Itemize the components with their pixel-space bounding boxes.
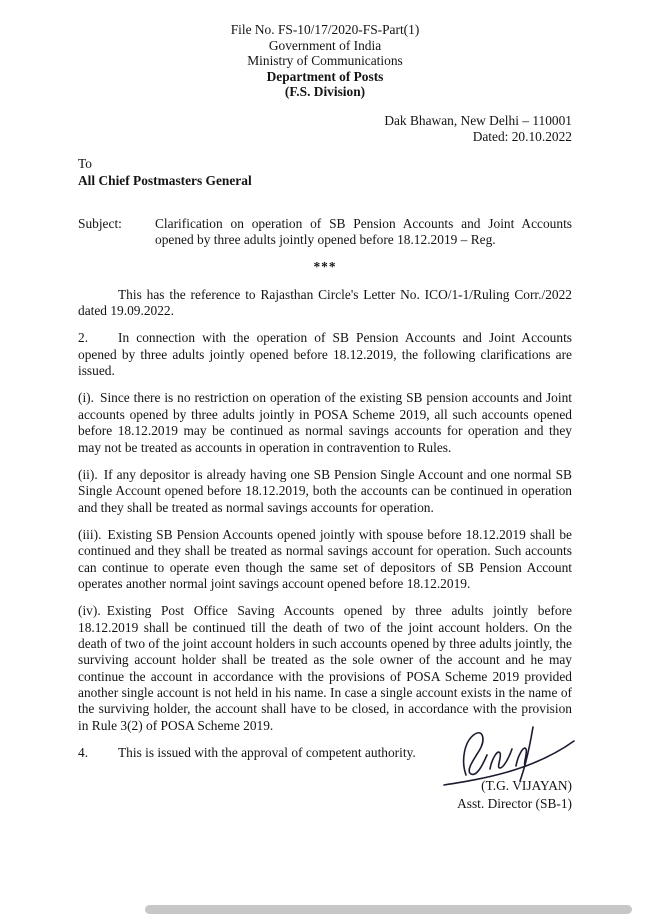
signatory-designation: Asst. Director (SB-1) [457,795,572,811]
paragraph-2-text: In connection with the operation of SB Pension Accounts and Joint Accounts opened by three adults jointly opened before 18.12.2019, the following clarifications are issued. [78,330,572,379]
date-line: Dated: 20.10.2022 [472,129,572,145]
division-line: (F.S. Division) [284,84,366,100]
horizontal-scrollbar[interactable] [145,905,632,914]
to-label: To [78,156,92,172]
clause-ii-text: If any depositor is already having one SB Pension Single Account and one normal SB Single Account opened before 18.12.2019, both the accounts can be continued in operation and they shall be treated as normal savings accounts for operation. [78,466,572,515]
subject-text: Clarification on operation of SB Pension Accounts and Joint Accounts opened by three adults jointly opened before 18.12.2019 – Reg. [155,215,572,248]
clause-i [78,390,572,455]
file-number: File No. FS-10/17/2020-FS-Part(1) [230,22,420,37]
letterhead [78,22,572,100]
paragraph-4-number: 4. [78,745,89,761]
subject-label: Subject: [78,215,122,231]
ministry-line: Ministry of Communications [247,53,403,69]
clause-iii [78,527,572,592]
signature-block [78,777,572,812]
clause-iv [78,603,572,734]
clause-ii-number: (ii). [78,466,98,482]
government-line: Government of India [268,37,382,53]
clause-iii-text: Existing SB Pension Accounts opened jointly with spouse before 18.12.2019 shall be continued and they shall be treated as normal savings account for operation. Such accounts can continue to operate even though the same set of depositors of SB Pension Account operates another normal joint savings account opened before 18.12.2019. [78,526,572,591]
paragraph-2-number: 2. [78,330,89,346]
clause-i-number: (i). [78,390,94,406]
clause-ii [78,467,572,516]
recipient-block [78,156,572,190]
clause-iv-text: Existing Post Office Saving Accounts opened by three adults jointly before 18.12.2019 shall be continued till the death of two of the joint account holders. On the death of two of the joint account holders in such accounts opened by three adults jointly, the surviving account holder shall be treated as the sole owner of the account and he may continue the account in accordance with the provisions of POSA Scheme 2019 provided another single account is not held in his name. In case a single account exists in the name of the surviving holder, the account shall have to be closed, in accordance with the provision in Rule 3(2) of POSA Scheme 2019. [78,603,572,733]
clause-i-text: Since there is no restriction on operation of the existing SB pension accounts and Joint accounts opened by three adults jointly in POSA Scheme 2019, all such accounts opened before 18.12.2019 may be continued as normal savings accounts for operation and they may not be treated as accounts in operation in contravention to Rules. [78,390,572,455]
signatory-name: (T.G. VIJAYAN) [481,778,572,794]
clause-iii-number: (iii). [78,526,102,542]
department-line: Department of Posts [266,68,384,84]
subject-block [78,216,572,249]
paragraph-2 [78,330,572,379]
address-line: Dak Bhawan, New Delhi – 110001 [384,112,572,128]
address-date-block [78,113,572,147]
recipient-name: All Chief Postmasters General [78,172,252,188]
clause-iv-number: (iv). [78,603,101,619]
separator-stars: *** [313,259,337,275]
paragraph-reference: This has the reference to Rajasthan Circle's Letter No. ICO/1-1/Ruling Corr./2022 dated 19.09.2022. [78,286,572,319]
paragraph-4 [78,745,572,761]
paragraph-4-text: This is issued with the approval of competent authority. [118,745,416,761]
